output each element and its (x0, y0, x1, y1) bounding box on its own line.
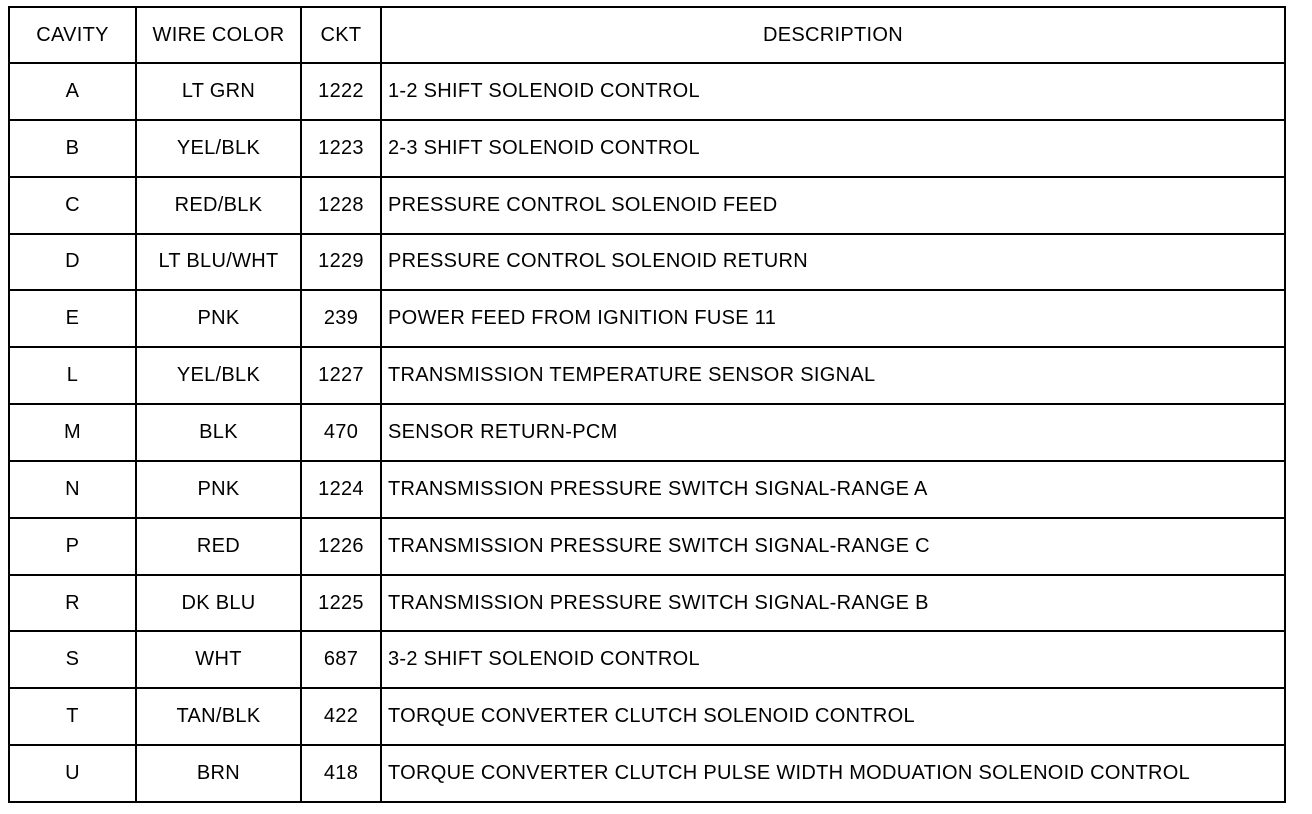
cell-ckt: 1228 (301, 177, 381, 234)
cell-wire-color: RED/BLK (136, 177, 301, 234)
cell-wire-color: WHT (136, 631, 301, 688)
header-wire-color: WIRE COLOR (136, 7, 301, 63)
table-row (9, 631, 1285, 688)
cell-ckt: 1225 (301, 575, 381, 632)
table-row (9, 63, 1285, 120)
cell-ckt: 1224 (301, 461, 381, 518)
table-row (9, 518, 1285, 575)
header-description: DESCRIPTION (381, 7, 1285, 63)
cell-ckt: 470 (301, 404, 381, 461)
cell-description: PRESSURE CONTROL SOLENOID RETURN (381, 234, 1285, 291)
cell-cavity: L (9, 347, 136, 404)
table-row (9, 347, 1285, 404)
table-row (9, 745, 1285, 802)
cell-wire-color: RED (136, 518, 301, 575)
connector-pinout-table (8, 6, 1286, 803)
table-row (9, 234, 1285, 291)
cell-ckt: 418 (301, 745, 381, 802)
cell-wire-color: LT BLU/WHT (136, 234, 301, 291)
cell-ckt: 239 (301, 290, 381, 347)
cell-description: SENSOR RETURN-PCM (381, 404, 1285, 461)
header-cavity: CAVITY (9, 7, 136, 63)
connector-table-container (8, 6, 1286, 803)
cell-ckt: 1223 (301, 120, 381, 177)
cell-cavity: N (9, 461, 136, 518)
cell-description: TRANSMISSION PRESSURE SWITCH SIGNAL-RANGE B (381, 575, 1285, 632)
cell-cavity: P (9, 518, 136, 575)
cell-cavity: E (9, 290, 136, 347)
cell-cavity: U (9, 745, 136, 802)
table-row (9, 575, 1285, 632)
cell-ckt: 1226 (301, 518, 381, 575)
cell-wire-color: PNK (136, 461, 301, 518)
cell-description: PRESSURE CONTROL SOLENOID FEED (381, 177, 1285, 234)
cell-cavity: T (9, 688, 136, 745)
cell-cavity: C (9, 177, 136, 234)
cell-description: TRANSMISSION TEMPERATURE SENSOR SIGNAL (381, 347, 1285, 404)
cell-cavity: S (9, 631, 136, 688)
header-row (9, 7, 1285, 63)
header-ckt: CKT (301, 7, 381, 63)
table-row (9, 290, 1285, 347)
table-row (9, 120, 1285, 177)
cell-wire-color: BRN (136, 745, 301, 802)
cell-wire-color: YEL/BLK (136, 347, 301, 404)
cell-description: 1-2 SHIFT SOLENOID CONTROL (381, 63, 1285, 120)
cell-description: 3-2 SHIFT SOLENOID CONTROL (381, 631, 1285, 688)
cell-wire-color: PNK (136, 290, 301, 347)
cell-description: TORQUE CONVERTER CLUTCH PULSE WIDTH MODUATION SOLENOID CONTROL (381, 745, 1285, 802)
table-row (9, 177, 1285, 234)
cell-wire-color: YEL/BLK (136, 120, 301, 177)
cell-wire-color: TAN/BLK (136, 688, 301, 745)
cell-description: TRANSMISSION PRESSURE SWITCH SIGNAL-RANGE C (381, 518, 1285, 575)
cell-cavity: M (9, 404, 136, 461)
table-row (9, 461, 1285, 518)
cell-description: TRANSMISSION PRESSURE SWITCH SIGNAL-RANGE A (381, 461, 1285, 518)
cell-cavity: R (9, 575, 136, 632)
cell-description: POWER FEED FROM IGNITION FUSE 11 (381, 290, 1285, 347)
cell-description: 2-3 SHIFT SOLENOID CONTROL (381, 120, 1285, 177)
cell-cavity: D (9, 234, 136, 291)
table-header (9, 7, 1285, 63)
cell-cavity: B (9, 120, 136, 177)
table-row (9, 688, 1285, 745)
cell-ckt: 422 (301, 688, 381, 745)
cell-ckt: 1229 (301, 234, 381, 291)
table-body (9, 63, 1285, 802)
cell-wire-color: BLK (136, 404, 301, 461)
cell-ckt: 1227 (301, 347, 381, 404)
cell-ckt: 1222 (301, 63, 381, 120)
cell-description: TORQUE CONVERTER CLUTCH SOLENOID CONTROL (381, 688, 1285, 745)
cell-wire-color: DK BLU (136, 575, 301, 632)
table-row (9, 404, 1285, 461)
cell-cavity: A (9, 63, 136, 120)
cell-ckt: 687 (301, 631, 381, 688)
cell-wire-color: LT GRN (136, 63, 301, 120)
